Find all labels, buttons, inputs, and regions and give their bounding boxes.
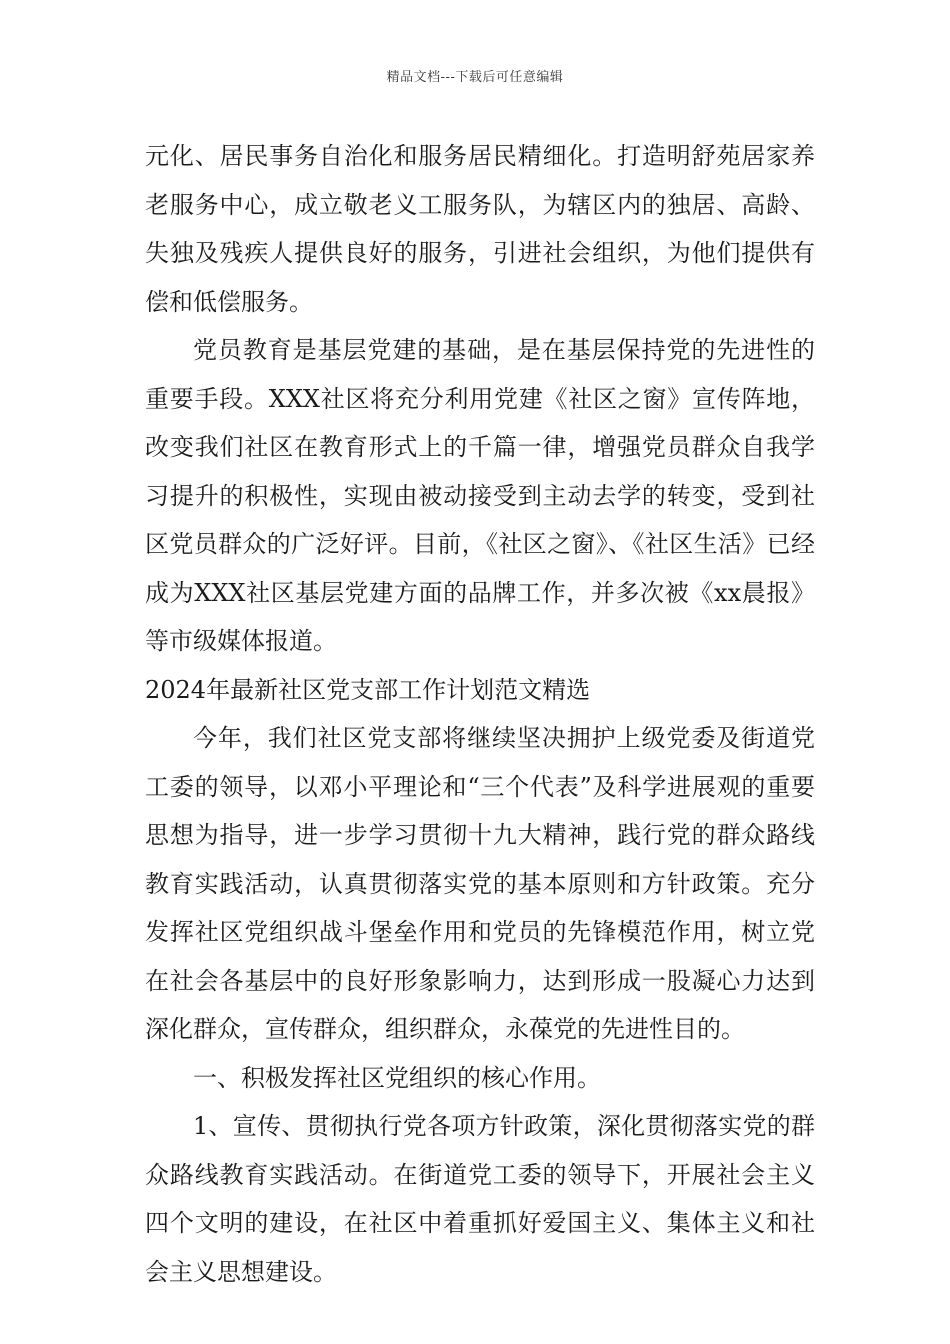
paragraph-party-education: 党员教育是基层党建的基础，是在基层保持党的先进性的重要手段。XXX社区将充分利用党建《社区之窗》宣传阵地，改变我们社区在教育形式上的千篇一律，增强党员群众自我学习提升的积极性，实现由被动接受到主动去学的转变，受到社区党员群众的广泛好评。目前，《社区之窗》、《社区生活》已经成为XXX社区基层党建方面的品牌工作，并多次被《xx晨报》等市级媒体报道。 [145, 336, 815, 655]
section-heading-1: 一、积极发挥社区党组织的核心作用。 [193, 1063, 601, 1092]
document-title: 2024年最新社区党支部工作计划范文精选 [145, 675, 591, 704]
paragraph-continuation: 元化、居民事务自治化和服务居民精细化。打造明舒苑居家养老服务中心，成立敬老义工服务队，为辖区内的独居、高龄、失独及残疾人提供良好的服务，引进社会组织，为他们提供有偿和低偿服务。 [145, 142, 815, 316]
document-body [145, 132, 815, 1296]
paragraph-intro: 今年，我们社区党支部将继续坚决拥护上级党委及街道党工委的领导，以邓小平理论和“三个代表”及科学进展观的重要思想为指导，进一步学习贯彻十九大精神，践行党的群众路线教育实践活动，认真贯彻落实党的基本原则和方针政策。充分发挥社区党组织战斗堡垒作用和党员的先锋模范作用，树立党在社会各基层中的良好形象影响力，达到形成一股凝心力达到深化群众，宣传群众，组织群众，永葆党的先进性目的。 [145, 724, 815, 1043]
paragraph-item-1: 1、宣传、贯彻执行党各项方针政策，深化贯彻落实党的群众路线教育实践活动。在街道党工委的领导下，开展社会主义四个文明的建设，在社区中着重抓好爱国主义、集体主义和社会主义思想建设。 [145, 1112, 815, 1286]
page-header: 精品文档---下载后可任意编辑 [386, 70, 564, 85]
